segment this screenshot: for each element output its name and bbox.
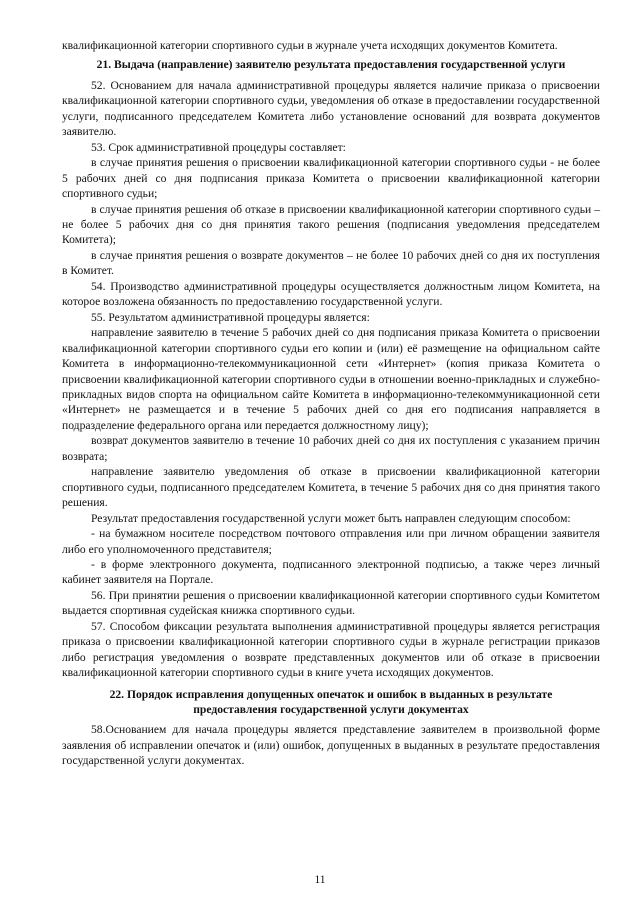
paragraph-55-a: направление заявителю в течение 5 рабочих дней со дня подписания приказа Комитета о присвоении квалификационной категории спортивного судьи его копии и (или) её размещение на официальном сайте Комитета в информационно-телекоммуникационной сети «Интернет» (копия приказа Комитета о присвоении квалификационной категории спортивного судьи в отношении военно-прикладных и служебно-прикладных видов спорта на официальном сайте Комитета в информационно-телекоммуникационной сети «Интернет» не размещается и в течение 5 рабочих дней со дня его подписания направляется в подразделение федерального органа или передается должностному лицу); <box>62 326 600 432</box>
document-page <box>62 38 600 769</box>
section-22-title-line-2: предоставления государственной услуги документах <box>193 703 469 717</box>
section-22-title-line-1: 22. Порядок исправления допущенных опечаток и ошибок в выданных в результате <box>109 687 553 701</box>
paragraph-method-paper: - на бумажном носителе посредством почтового отправления или при личном обращении заявителя либо его уполномоченного представителя; <box>62 527 600 556</box>
paragraph-57: 57. Способом фиксации результата выполнения административной процедуры является регистрация приказа о присвоении квалификационной категории спортивного судьи в журнале регистрации приказов либо регистрация уведомления о возврате представленных документов или об отказе в присвоении квалификационной категории спортивного судьи в книге учета исходящих документов. <box>62 619 600 680</box>
paragraph-54: 54. Производство административной процедуры осуществляется должностным лицом Комитета, на которое возложена обязанность по предоставлению государственной услуги. <box>62 279 600 309</box>
paragraph-result-methods: Результат предоставления государственной услуги может быть направлен следующим способом: <box>91 511 571 525</box>
paragraph-method-electronic: - в форме электронного документа, подписанного электронной подписью, а также через личный кабинет заявителя на Портале. <box>62 557 600 587</box>
paragraph-53-c: в случае принятия решения о возврате документов – не более 10 рабочих дней со дня их поступления в Комитет. <box>62 248 600 278</box>
section-21-title: 21. Выдача (направление) заявителю результата предоставления государственной услуги <box>96 58 566 72</box>
paragraph-52: 52. Основанием для начала административной процедуры является наличие приказа о присвоении квалификационной категории спортивного судьи, уведомления об отказе в предоставлении государственной услуги, подписанного председателем Комитета либо установление оснований для возврата документов заявителю. <box>62 78 600 139</box>
section-21-heading <box>62 57 600 72</box>
paragraph-53-a: в случае принятия решения о присвоении квалификационной категории спортивного судьи - не более 5 рабочих дней со дня подписания приказа Комитета о присвоении квалификационной категории спортивного судьи; <box>62 156 600 201</box>
paragraph-continued: квалификационной категории спортивного судьи в журнале учета исходящих документов Комитета. <box>62 39 558 52</box>
paragraph-55-c: направление заявителю уведомления об отказе в присвоении квалификационной категории спортивного судьи, подписанного председателем Комитета, в течение 5 рабочих дня со дня принятия такого решения. <box>62 465 600 510</box>
paragraph-55-b: возврат документов заявителю в течение 10 рабочих дней со дня их поступления с указанием причин возврата; <box>62 434 600 463</box>
page-number: 11 <box>314 874 326 886</box>
paragraph-55: 55. Результатом административной процедуры является: <box>91 310 370 324</box>
paragraph-53: 53. Срок административной процедуры составляет: <box>91 140 346 154</box>
section-22-heading <box>62 687 600 718</box>
paragraph-58: 58.Основанием для начала процедуры является представление заявителем в произвольной форме заявления об исправлении опечаток и (или) ошибок, допущенных в выданных в результате предоставления государственной услуги документах. <box>62 723 600 768</box>
paragraph-56: 56. При принятии решения о присвоении квалификационной категории спортивного судьи Комитетом выдается спортивная судейская книжка спортивного судьи. <box>62 588 600 618</box>
paragraph-53-b: в случае принятия решения об отказе в присвоении квалификационной категории спортивного судьи – не более 5 рабочих дня со дня принятия такого решения (подписания уведомления председателем Комитета); <box>62 202 600 247</box>
